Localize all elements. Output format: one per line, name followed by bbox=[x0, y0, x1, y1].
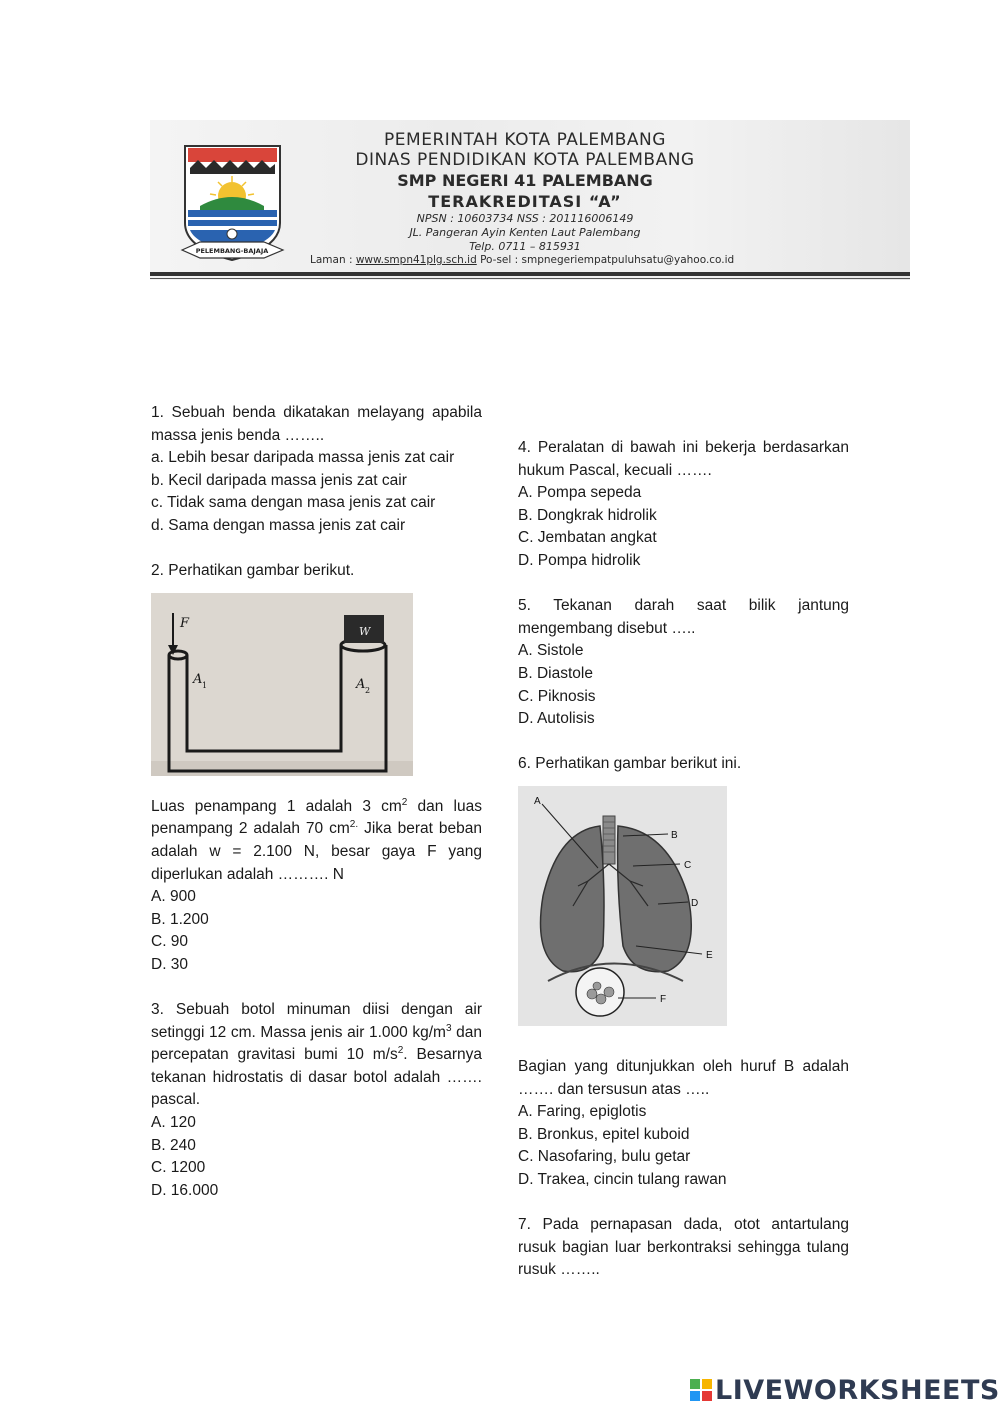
lh-website-link[interactable]: www.smpn41plg.sch.id bbox=[355, 254, 477, 266]
letterhead-rule bbox=[150, 272, 910, 276]
q5-option-d[interactable]: D. Autolisis bbox=[518, 710, 595, 728]
q1-option-b[interactable]: b. Kecil daripada massa jenis zat cair bbox=[151, 471, 407, 489]
q3-text: 3. Sebuah botol minuman diisi dengan air setinggi 12 cm. Massa jenis air 1.000 $kg/m^3$ dan percepatan gravitasi bumi 10 $m/s^2$. Besarnya tekanan hidrostatis di dasar botol adalah ……. pascal. bbox=[151, 1001, 482, 1109]
lh-address: JL. Pangeran Ayin Kenten Laut Palembang bbox=[409, 226, 641, 239]
q2-option-d[interactable]: D. 30 bbox=[151, 955, 189, 973]
fig-label-a1: A bbox=[193, 671, 203, 687]
q6-text: Bagian yang ditunjukkan oleh huruf B adalah ……. dan tersusun atas ….. bbox=[518, 1057, 849, 1098]
q4-option-c[interactable]: C. Jembatan angkat bbox=[518, 529, 657, 547]
q6-stem: 6. Perhatikan gambar berikut ini. bbox=[518, 755, 742, 773]
q2-text: Luas penampang 1 adalah 3 $cm^2$ dan luas penampang 2 adalah 70 $cm^{2.}$ Jika berat beban adalah w = 2.100 N, besar gaya F yang diperlukan adalah ………. N bbox=[151, 796, 482, 883]
lh-npsn: NPSN : 10603734 NSS : 201116006149 bbox=[416, 212, 634, 225]
lh-government: PEMERINTAH KOTA PALEMBANG bbox=[384, 130, 666, 150]
q1-option-a[interactable]: a. Lebih besar daripada massa jenis zat cair bbox=[151, 449, 455, 467]
q5-option-c[interactable]: C. Piknosis bbox=[518, 687, 596, 705]
fig-label-a2: A bbox=[356, 676, 366, 692]
lh-school-name: SMP NEGERI 41 PALEMBANG bbox=[397, 171, 653, 190]
brand-name: LIVEWORKSHEETS bbox=[715, 1374, 1000, 1406]
q2-stem: 2. Perhatikan gambar berikut. bbox=[151, 562, 355, 580]
q2-option-c[interactable]: C. 90 bbox=[151, 933, 189, 951]
fig-label-a1-sub: 1 bbox=[202, 680, 208, 690]
city-crest-logo bbox=[180, 138, 285, 263]
lung-label-c: C bbox=[684, 859, 692, 871]
lh-email: Po-sel : smpnegeriempatpuluhsatu@yahoo.co.id bbox=[476, 254, 735, 266]
svg-text:PELEMBANG-BAJAJA: PELEMBANG-BAJAJA bbox=[195, 247, 269, 255]
q2-option-b[interactable]: B. 1.200 bbox=[151, 910, 209, 928]
q5-option-a[interactable]: A. Sistole bbox=[518, 642, 584, 660]
q5-option-b[interactable]: B. Diastole bbox=[518, 664, 593, 682]
lh-accreditation: TERAKREDITASI “A” bbox=[428, 192, 622, 211]
q1-stem: 1. Sebuah benda dikatakan melayang apabila massa jenis benda …….. bbox=[151, 404, 482, 444]
left-column bbox=[151, 402, 482, 1202]
q3-option-d[interactable]: D. 16.000 bbox=[151, 1181, 219, 1199]
q3-option-a[interactable]: A. 120 bbox=[151, 1114, 196, 1132]
fig-label-weight: W bbox=[359, 624, 371, 638]
lungs-figure bbox=[518, 786, 727, 1026]
letterhead-text bbox=[290, 130, 760, 254]
q4-option-a[interactable]: A. Pompa sepeda bbox=[518, 484, 642, 502]
liveworksheets-brand[interactable] bbox=[690, 1374, 1000, 1406]
q7-stem: 7. Pada pernapasan dada, otot antartulang rusuk bagian luar berkontraksi sehingga tulang rusuk …….. bbox=[518, 1216, 849, 1279]
q6-option-d[interactable]: D. Trakea, cincin tulang rawan bbox=[518, 1170, 727, 1188]
lung-label-f: F bbox=[660, 993, 667, 1005]
lh-contact bbox=[310, 254, 734, 266]
q4-option-d[interactable]: D. Pompa hidrolik bbox=[518, 551, 641, 569]
lung-label-d: D bbox=[691, 897, 699, 909]
lh-department: DINAS PENDIDIKAN KOTA PALEMBANG bbox=[355, 150, 695, 170]
q6-option-c[interactable]: C. Nasofaring, bulu getar bbox=[518, 1148, 691, 1166]
lh-web-prefix: Laman : bbox=[310, 254, 356, 266]
fig-label-force: F bbox=[180, 615, 190, 631]
fig-label-a2-sub: 2 bbox=[365, 685, 371, 695]
q6-option-a[interactable]: A. Faring, epiglotis bbox=[518, 1103, 647, 1121]
q1-option-c[interactable]: c. Tidak sama dengan masa jenis zat cair bbox=[151, 494, 436, 512]
right-column bbox=[518, 437, 849, 1282]
liveworksheets-logo-icon bbox=[690, 1379, 712, 1401]
letterhead-rule-thin bbox=[150, 278, 910, 279]
lung-label-a: A bbox=[534, 795, 541, 807]
hydraulic-press-figure bbox=[151, 593, 413, 776]
q4-option-b[interactable]: B. Dongkrak hidrolik bbox=[518, 506, 657, 524]
q3-option-b[interactable]: B. 240 bbox=[151, 1136, 196, 1154]
lung-label-b: B bbox=[671, 829, 678, 841]
q6-option-b[interactable]: B. Bronkus, epitel kuboid bbox=[518, 1125, 690, 1143]
q2-option-a[interactable]: A. 900 bbox=[151, 888, 196, 906]
q4-stem: 4. Peralatan di bawah ini bekerja berdasarkan hukum Pascal, kecuali ……. bbox=[518, 439, 849, 479]
lung-label-e: E bbox=[706, 949, 713, 961]
lh-phone: Telp. 0711 – 815931 bbox=[469, 240, 581, 253]
q1-option-d[interactable]: d. Sama dengan massa jenis zat cair bbox=[151, 516, 406, 534]
q5-stem: 5. Tekanan darah saat bilik jantung mengembang disebut ….. bbox=[518, 597, 849, 637]
q3-option-c[interactable]: C. 1200 bbox=[151, 1159, 206, 1177]
